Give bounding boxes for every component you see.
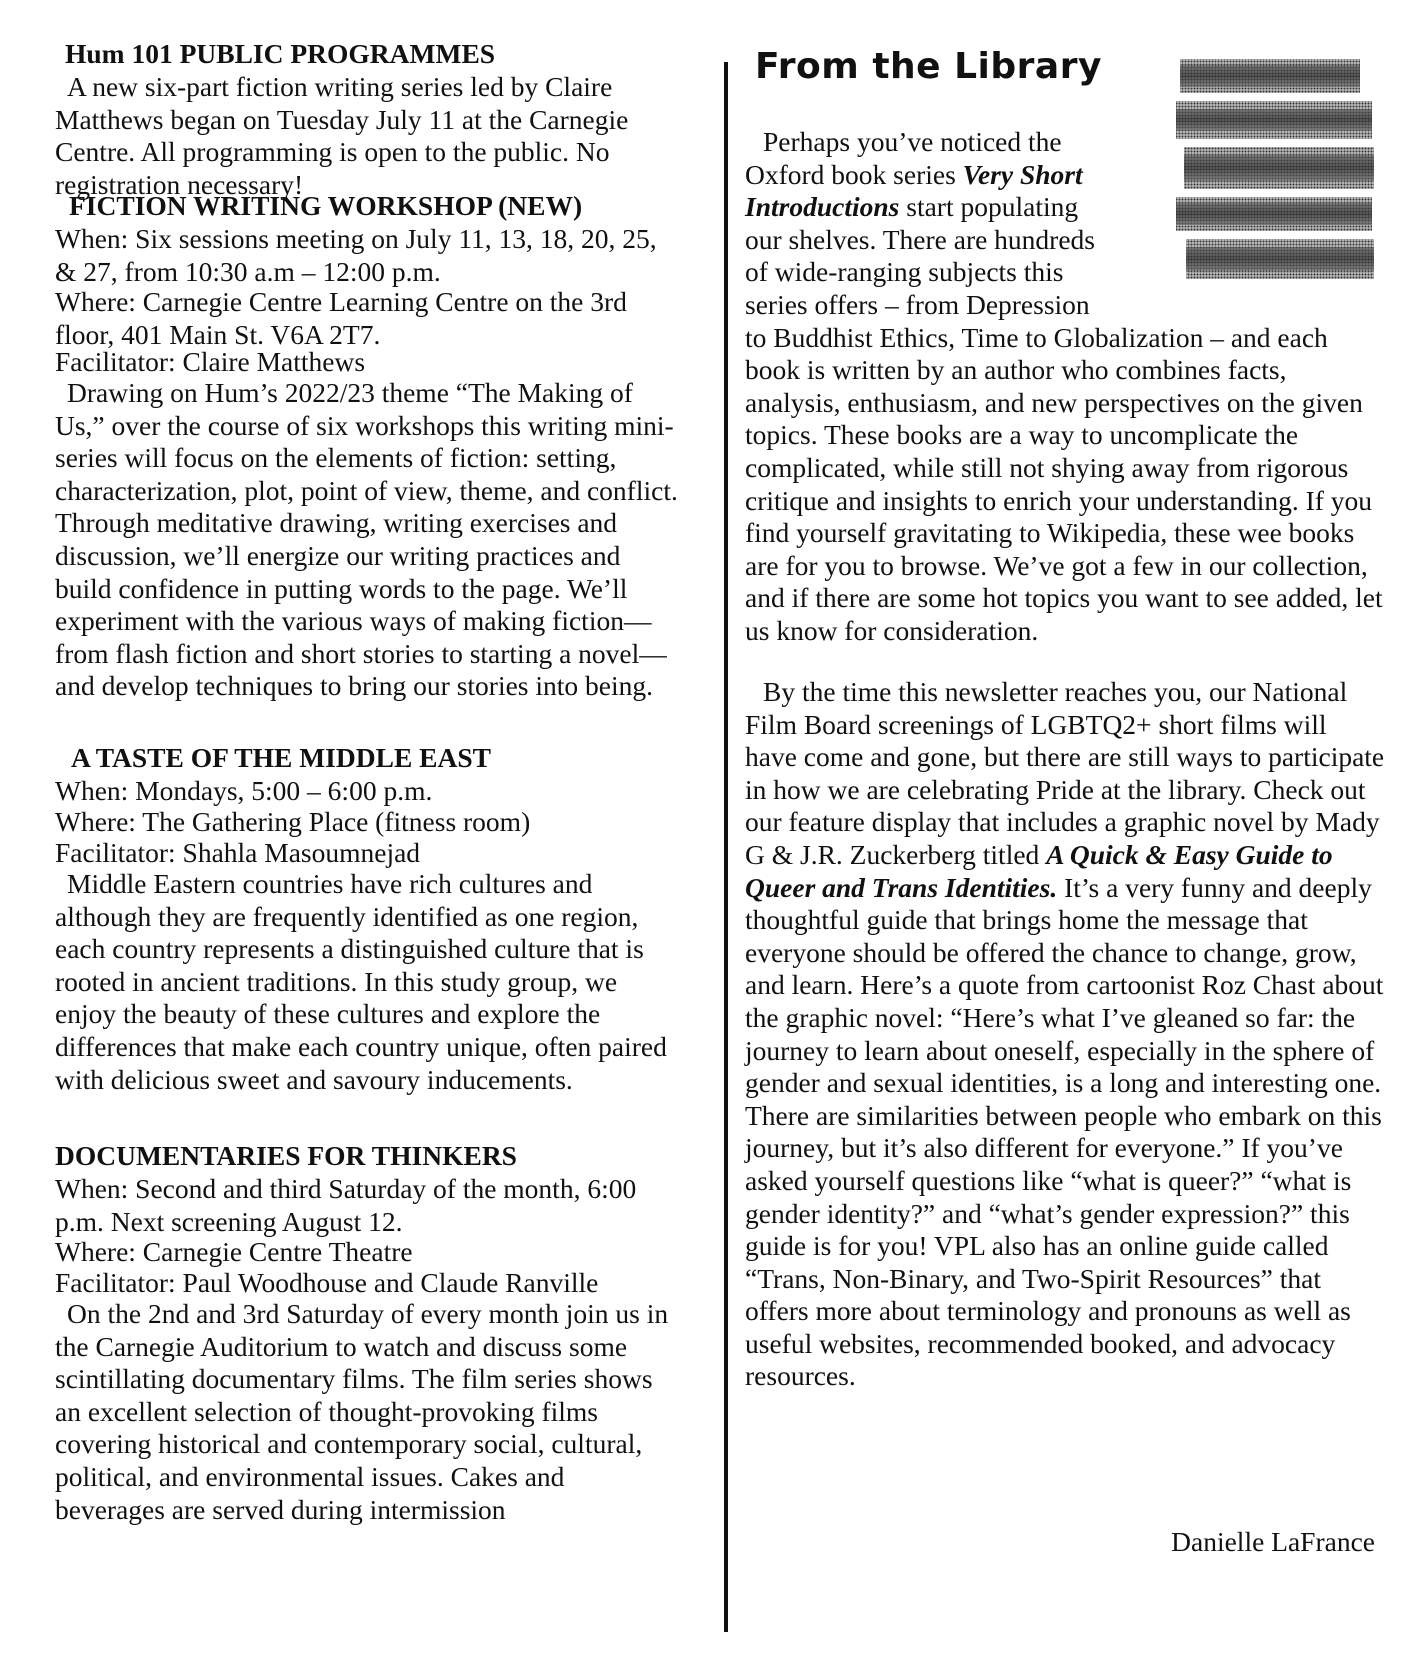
p2-text-a: By the time this newsletter reaches you, our National Film Board screenings of LGBTQ2+ short films will have come and gone, but there are still ways to participate in how we are celebrating Pride at the library. Check out our feature display that includes a graphic novel by Mady G & J.R. Zuckerberg titled xyxy=(745,676,1385,870)
middle-east-where: Where: The Gathering Place (fitness room) xyxy=(55,806,531,837)
workshop-facilitator: Facilitator: Claire Matthews xyxy=(55,346,366,377)
intro-paragraph: A new six-part fiction writing series led by Claire Matthews began on Tuesday July 11 at the Carnegie Centre. All programming is open to the public. No registration necessary! xyxy=(55,71,629,200)
workshop-heading: FICTION WRITING WORKSHOP (NEW) xyxy=(69,190,583,221)
p2-title-quick-easy: A Quick & Easy Guide to Queer and Trans Identities. xyxy=(745,838,1333,903)
section-heading-hum101: Hum 101 PUBLIC PROGRAMMES xyxy=(65,38,496,69)
library-title: From the Library xyxy=(755,46,1102,87)
image-float-spacer xyxy=(1117,126,1385,316)
column-divider xyxy=(724,62,728,1632)
middle-east-description: Middle Eastern countries have rich cultures and although they are frequently identified as one region, each country represents a distinguished culture that is rooted in ancient traditions. In this study group, we enjoy the beauty of these cultures and explore the differences that make each country unique, often paired with delicious sweet and savoury inducements. xyxy=(55,868,667,1095)
library-paragraph-1 xyxy=(745,126,1385,648)
p1-text-c: start populating our shelves. There are hundreds of wide-ranging subjects this series offers – from Depression to Buddhist Ethics, Time to Globalization – and each book is written by an author who combines facts, analysis, enthusiasm, and new perspectives on the given topics. These books are a way to uncomplicate the complicated, while still not shying away from rigorous critique and insights to enrich your understanding. If you find yourself gravitating to Wikipedia, these wee books are for you to browse. We’ve got a few in our collection, and if there are some hot topics you want to see added, let us know for consideration. xyxy=(745,191,1383,646)
p2-text-c: It’s a very funny and deeply thoughtful guide that brings home the message that everyone should be offered the chance to change, grow, and learn. Here’s a quote from cartoonist Roz Chast about the graphic novel: “Here’s what I’ve gleaned so far: the journey to learn about oneself, especially in the sphere of gender and sexual identities, is a long and interesting one. There are similarities between people who embark on this journey, but it’s also different for everyone.” If you’ve asked yourself questions like “what is queer?” “what is gender identity?” and “what’s gender expression?” this guide is for you! VPL also has an online guide called “Trans, Non-Binary, and Two-Spirit Resources” that offers more about terminology and pronouns as well as useful websites, recommended booked, and advocacy resources. xyxy=(745,871,1384,1392)
signature: Danielle LaFrance xyxy=(1171,1526,1375,1557)
library-paragraph-2 xyxy=(745,676,1385,1393)
middle-east-heading: A TASTE OF THE MIDDLE EAST xyxy=(71,742,492,773)
documentaries-when: When: Second and third Saturday of the month, 6:00 p.m. Next screening August 12. xyxy=(55,1173,637,1237)
middle-east-when: When: Mondays, 5:00 – 6:00 p.m. xyxy=(55,775,433,806)
p1-text-a: Perhaps you’ve noticed the Oxford book series xyxy=(745,126,1062,190)
documentaries-where: Where: Carnegie Centre Theatre xyxy=(55,1236,413,1267)
workshop-when: When: Six sessions meeting on July 11, 13, 18, 20, 25, & 27, from 10:30 a.m – 12:00 p.m. xyxy=(55,223,657,287)
documentaries-facilitator: Facilitator: Paul Woodhouse and Claude Ranville xyxy=(55,1267,599,1298)
workshop-description: Drawing on Hum’s 2022/23 theme “The Making of Us,” over the course of six workshops this writing mini-series will focus on the elements of fiction: setting, characterization, plot, point of view, theme, and conflict. Through meditative drawing, writing exercises and discussion, we’ll energize our writing practices and build confidence in putting words to the page. We’ll experiment with the various ways of making fiction—from flash fiction and short stories to starting a novel—and develop techniques to bring our stories into being. xyxy=(55,377,678,702)
documentaries-heading: DOCUMENTARIES FOR THINKERS xyxy=(55,1140,517,1171)
middle-east-facilitator: Facilitator: Shahla Masoumnejad xyxy=(55,837,421,868)
documentaries-description: On the 2nd and 3rd Saturday of every month join us in the Carnegie Auditorium to watch and discuss some scintillating documentary films. The film series shows an excellent selection of thought-provoking films covering historical and contemporary social, cultural, political, and environmental issues. Cakes and beverages are served during intermission xyxy=(55,1298,669,1525)
workshop-where: Where: Carnegie Centre Learning Centre on the 3rd floor, 401 Main St. V6A 2T7. xyxy=(55,286,627,350)
p1-title-very-short: Very Short Introductions xyxy=(745,158,1083,223)
